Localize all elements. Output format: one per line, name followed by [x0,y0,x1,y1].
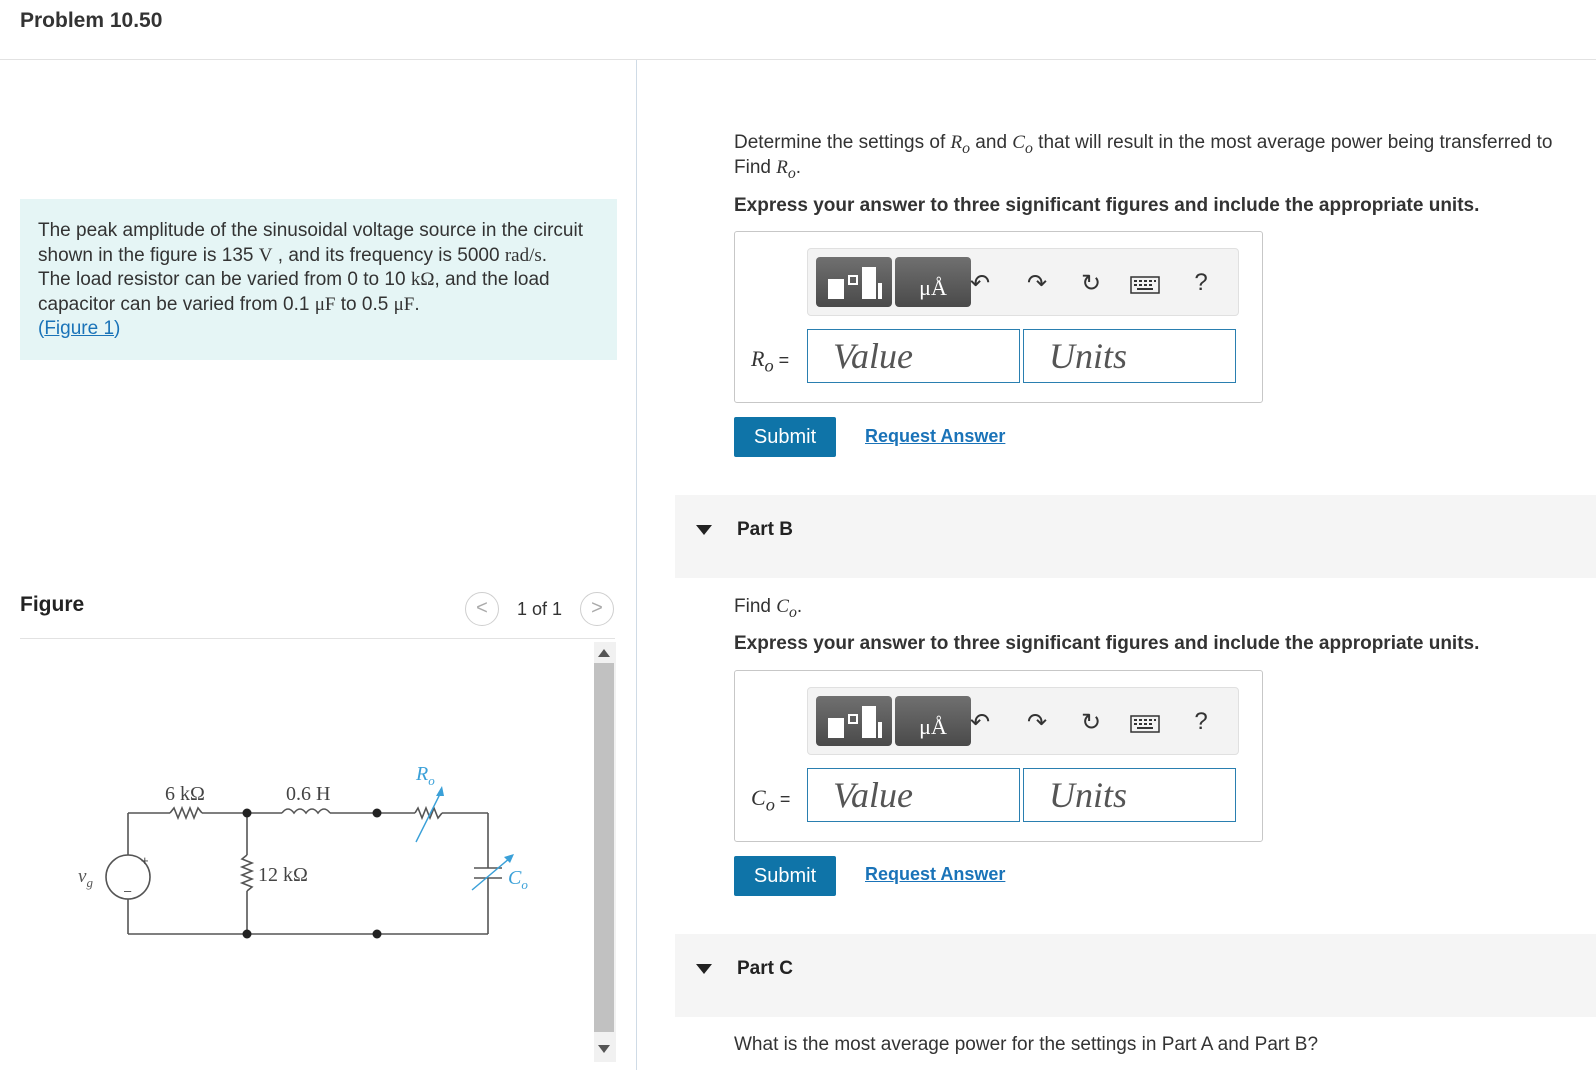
help-icon[interactable]: ? [1194,269,1208,296]
units-template-button[interactable]: μÅ [895,257,971,307]
part-a-question [734,131,1553,161]
template-block [878,722,882,738]
statement-line [38,317,599,342]
co-symbol: C [776,596,789,617]
collapse-arrow-icon[interactable] [696,964,712,974]
reset-icon[interactable]: ↻ [1080,709,1102,736]
co-symbol: C [508,867,522,889]
inductor [282,809,330,813]
part-b-title: Part B [737,519,793,540]
keyboard-icon[interactable] [1130,712,1160,740]
ro-subscript: o [787,164,796,182]
redo-icon[interactable]: ↷ [1026,709,1048,736]
statement-text: , and its frequency is 5000 [272,244,505,266]
template-block [848,275,858,285]
part-b-answer-box [734,670,1263,842]
find-text: Find [734,157,777,178]
vg-symbol: v [78,866,87,887]
ro-input-label [751,346,789,376]
part-a-find [734,156,801,186]
column-divider [636,60,637,1070]
ro-symbol: R [950,132,963,153]
statement-text: shown in the figure is 135 [38,244,259,266]
figure-label: Figure [20,593,85,616]
co-label [508,867,528,892]
part-b-submit-button[interactable]: Submit [734,856,836,896]
co-symbol: C [751,785,766,810]
part-a-answer-box [734,231,1263,403]
statement-text: The peak amplitude of the sinusoidal voltage source in the circuit [38,220,583,241]
math-toolbar [807,248,1239,316]
template-block [828,718,844,738]
question-text: Determine the settings of [734,132,951,153]
equals-sign: = [773,350,790,370]
ro-label [415,763,435,788]
prev-figure-button[interactable]: < [465,592,499,626]
collapse-arrow-icon[interactable] [696,525,712,535]
question-text: that will result in the most average power being transferred to [1032,132,1553,153]
template-block [878,283,882,299]
co-value-input[interactable]: Value [807,768,1020,822]
keyboard-icon[interactable] [1130,273,1160,301]
co-input-label [751,785,790,815]
part-a-instruction: Express your answer to three significant figures and include the appropriate units. [734,195,1480,216]
part-b-instruction: Express your answer to three significant figures and include the appropriate units. [734,633,1480,654]
ro-symbol: R [776,157,788,178]
co-units-input[interactable]: Units [1023,768,1236,822]
figure-divider [20,638,615,639]
ro-subscript: o [428,773,435,788]
template-block [862,267,876,299]
co-symbol: C [1012,132,1025,153]
ro-units-input[interactable]: Units [1023,329,1236,383]
label-0-6h: 0.6 H [286,783,331,805]
statement-line [38,244,599,269]
statement-line [38,293,599,318]
statement-line [38,219,599,244]
statement-text: , and the load [434,269,550,290]
units-template-button[interactable]: μÅ [895,696,971,746]
part-c-title: Part C [737,958,793,979]
variable-arrow [472,858,510,890]
equals-sign: = [774,789,791,809]
kohm-unit: kΩ [410,269,435,290]
find-text: . [796,596,803,617]
statement-text: capacitor can be varied from 0.1 [38,293,315,315]
node-dot [243,930,252,939]
plus-sign: + [141,853,149,868]
part-a-request-answer[interactable]: Request Answer [865,426,1006,446]
template-block [862,706,876,738]
volt-unit: V [258,244,273,266]
page-header [0,0,1596,60]
statement-text: . [414,293,420,315]
label-12k: 12 kΩ [258,864,308,886]
paren: ( [38,318,45,339]
vg-label [78,866,93,890]
statement-line [38,268,599,293]
paren: ) [114,318,121,339]
co-subscript: o [521,877,528,892]
part-a-submit-button[interactable]: Submit [734,417,836,457]
figure-link[interactable]: Figure 1 [44,318,115,339]
co-subscript: o [765,794,775,815]
find-text: . [795,157,802,178]
ro-symbol: R [416,763,429,785]
figure-pager: 1 of 1 [517,599,563,619]
next-figure-button[interactable]: > [580,592,614,626]
part-c-header[interactable] [675,934,1596,1017]
help-icon[interactable]: ? [1194,708,1208,735]
freq-unit: rad/s [504,244,542,266]
math-toolbar [807,687,1239,755]
part-b-question [734,595,802,625]
ro-subscript: o [962,139,971,157]
problem-statement [20,199,617,360]
undo-icon[interactable]: ↶ [969,709,991,736]
reset-icon[interactable]: ↻ [1080,270,1102,297]
template-block [848,714,858,724]
statement-text: to 0.5 [335,293,394,315]
problem-title: Problem 10.50 [20,9,163,32]
undo-icon[interactable]: ↶ [969,270,991,297]
node-dot [243,809,252,818]
variable-arrow [416,790,442,842]
question-text: and [970,132,1013,153]
arrow-head [436,786,444,796]
scroll-down-arrow[interactable] [598,1045,610,1053]
co-subscript: o [1024,139,1033,157]
part-b-request-answer[interactable]: Request Answer [865,864,1006,884]
templates-button[interactable] [816,696,892,746]
find-text: Find [734,596,777,617]
part-c-question: What is the most average power for the settings in Part A and Part B? [734,1034,1319,1055]
node-dot [373,930,382,939]
ro-symbol: R [751,346,765,371]
template-block [828,279,844,299]
minus-sign: – [124,883,132,898]
statement-text: The load resistor can be varied from 0 to 10 [38,269,411,290]
resistor-6k [170,808,202,818]
ro-value-input[interactable]: Value [807,329,1020,383]
co-subscript: o [788,603,797,621]
redo-icon[interactable]: ↷ [1026,270,1048,297]
node-dot [373,809,382,818]
uf-unit: μF [393,293,415,315]
vg-subscript: g [86,875,93,890]
label-6k: 6 kΩ [165,783,205,805]
resistor-12k [242,855,252,891]
templates-button[interactable] [816,257,892,307]
statement-text: . [541,244,548,266]
part-b-header[interactable] [675,495,1596,578]
ro-subscript: o [764,355,774,376]
scrollbar-thumb[interactable] [594,663,614,1032]
uf-unit: μF [314,293,336,315]
circuit-diagram [70,750,550,950]
scroll-up-arrow[interactable] [598,649,610,657]
